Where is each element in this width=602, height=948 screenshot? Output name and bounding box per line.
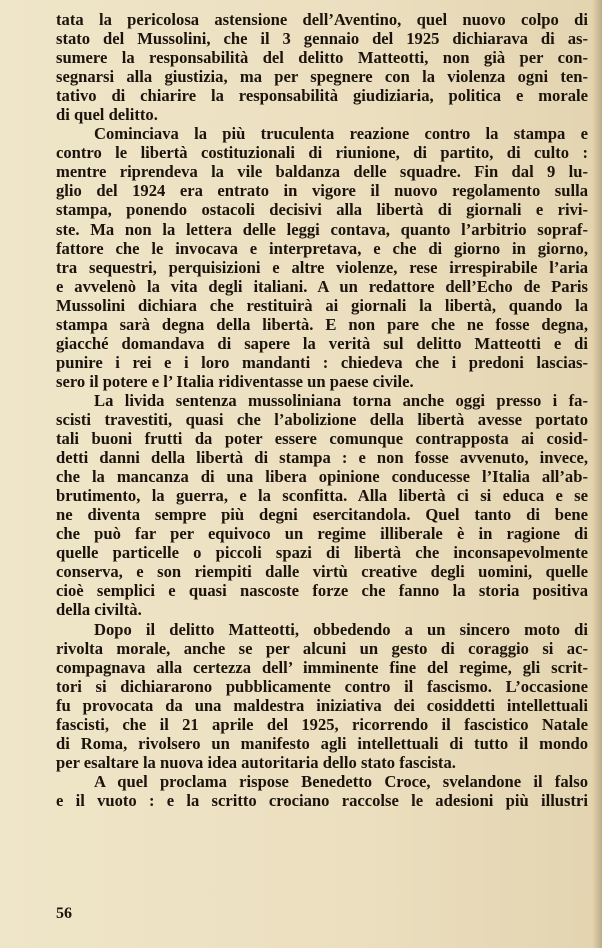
text-line: quelle particelle o piccoli spazi di libertà che inconsapevolmente: [56, 543, 588, 563]
paragraph: [56, 10, 588, 124]
text-line: glio del 1924 era entrato in vigore il nuovo regolamento sulla: [56, 181, 588, 201]
text-line: conserva, e son riempiti dalle virtù creative degli uomini, quelle: [56, 562, 588, 582]
text-line: della civiltà.: [56, 600, 142, 620]
text-line: tori si dichiararono pubblicamente contro il fascismo. L’occasione: [56, 676, 588, 696]
text-line: stato del Mussolini, che il 3 gennaio del 1925 dichiarava di as-: [56, 29, 588, 49]
paragraph: [56, 620, 588, 772]
text-line: rivolta morale, anche se per alcuni un gesto di coraggio si ac-: [56, 638, 588, 658]
text-line: e il vuoto : e la scritto crociano raccolse le adesioni più illustri: [56, 790, 588, 810]
text-line: ste. Ma non la lettera delle leggi contava, quanto l’arbitrio sopraf-: [56, 219, 588, 239]
text-line: e avvelenò la vita degli italiani. A un redattore dell’Echo de Paris: [56, 276, 588, 296]
text-line: stampa sarà degna della libertà. E non pare che ne fosse degna,: [56, 314, 588, 334]
text-line: ne diventa sempre più degni esercitandola. Quel tanto di bene: [56, 505, 588, 525]
text-line: contro le libertà costituzionali di riunione, di partito, di culto :: [56, 143, 588, 163]
text-line: che la mancanza di una libera opinione conducesse l’Italia all’ab-: [56, 467, 588, 487]
text-line: sumere la responsabilità del delitto Matteotti, non già per con-: [56, 48, 588, 68]
text-line: fattore che le invocava e interpretava, e che di giorno in giorno,: [56, 238, 588, 258]
text-line: tra sequestri, perquisizioni e altre violenze, rese irrespirabile l’aria: [56, 257, 588, 277]
text-line: Dopo il delitto Matteotti, obbedendo a un sincero moto di: [94, 619, 588, 639]
text-line: tata la pericolosa astensione dell’Aventino, quel nuovo colpo di: [56, 10, 588, 29]
paragraph: [56, 124, 588, 391]
text-line: compagnava alla certezza dell’ imminente fine del regime, gli scrit-: [56, 657, 588, 677]
text-line: A quel proclama rispose Benedetto Croce, svelandone il falso: [94, 771, 588, 791]
text-line: Mussolini dichiara che restituirà ai giornali la libertà, quando la: [56, 295, 588, 315]
text-line: scisti travestiti, quasi che l’abolizione della libertà avesse portato: [56, 409, 588, 429]
paragraph: [56, 391, 588, 620]
text-line: cioè semplici e quasi nascoste forze che fanno la storia positiva: [56, 581, 588, 601]
text-line: stampa, ponendo ostacoli decisivi alla libertà di giornali e rivi-: [56, 200, 588, 220]
paragraph: [56, 772, 588, 810]
text-line: segnarsi alla giustizia, ma per spegnere con la violenza ogni ten-: [56, 67, 588, 87]
text-line: detti danni della libertà di stampa : e non fosse avvenuto, invece,: [56, 448, 588, 468]
page-number: 56: [56, 905, 72, 922]
text-line: La livida sentenza mussoliniana torna anche oggi presso i fa-: [94, 390, 588, 410]
text-line: mentre riprendeva la vile baldanza delle squadre. Fin dal 9 lu-: [56, 162, 588, 182]
text-line: Cominciava la più truculenta reazione contro la stampa e: [94, 124, 588, 144]
text-line: tativo di chiarire la responsabilità giudiziaria, politica e morale: [56, 86, 588, 106]
text-line: giacché domandava di sapere la verità sul delitto Matteotti e di: [56, 333, 588, 353]
body-text: [56, 10, 588, 810]
text-line: di quel delitto.: [56, 105, 158, 125]
text-line: punire i rei e i loro mandanti : chiedeva che i predoni lascias-: [56, 352, 588, 372]
page-edge-shadow: [592, 0, 602, 948]
text-line: che può far per equivoco un regime illiberale è in ragione di: [56, 524, 588, 544]
text-line: per esaltare la nuova idea autoritaria dello stato fascista.: [56, 752, 456, 772]
text-line: di Roma, rivolsero un manifesto agli intellettuali di tutto il mondo: [56, 733, 588, 753]
text-line: brutimento, la guerra, e la sconfitta. Alla libertà ci si educa e se: [56, 486, 588, 506]
text-line: tali buoni frutti da poter essere comunque contrapposta ai cosid-: [56, 429, 588, 449]
text-line: fascisti, che il 21 aprile del 1925, ricorrendo il fascistico Natale: [56, 714, 588, 734]
text-line: sero il potere e l’ Italia ridiventasse un paese civile.: [56, 371, 414, 391]
text-line: fu provocata da una maldestra iniziativa dei cosiddetti intellettuali: [56, 695, 588, 715]
